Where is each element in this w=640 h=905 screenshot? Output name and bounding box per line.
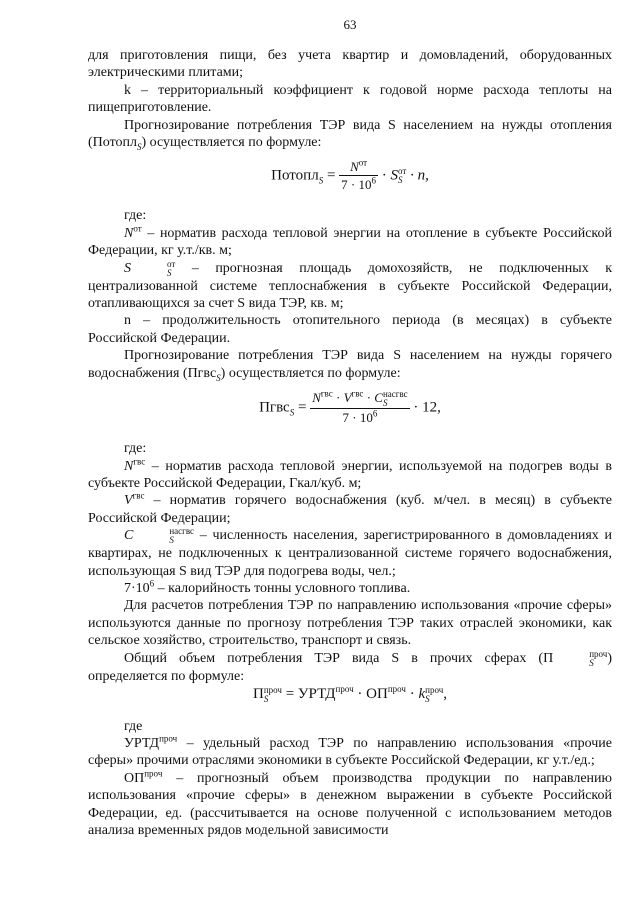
where-label-3: где <box>124 718 143 734</box>
page-content <box>88 47 612 839</box>
definition-c-nasgvs: C насгвс S – численность населения, зарегистрированного в домовладениях и квартирах, не подключенных к централизованной системе горячего водоснабжения, использующая S вид ТЭР для подогрева воды, чел.; <box>88 526 612 579</box>
definition-s-ot: S от S – прогнозная площадь домохозяйств, не подключенных к централизованной системе теплоснабжения в субъекте Российской Федерации, отапливающихся за счет S вида ТЭР, кв. м; <box>88 258 612 312</box>
paragraph-heating-intro: Прогнозирование потребления ТЭР вида S населением на нужды отопления (Потопл$_S$) осуществляется по формуле: <box>88 117 612 152</box>
paragraph-hot-water-intro: Прогнозирование потребления ТЭР вида S населением на нужды горячего водоснабжения (Пгвс$_S$) осуществляется по формуле: <box>88 348 612 383</box>
formula-other-spheres: П проч S = $УРТД^{проч} \cdot ОП^{проч} \cdot k$ проч S , <box>252 683 447 704</box>
definition-calorific: $7\cdot 10^6$ – калорийность тонны условного топлива. <box>124 578 411 596</box>
where-label-1: где: <box>124 208 147 224</box>
paragraph-k-definition: k – территориальный коэффициент к годовой норме расхода теплоты на пищеприготовление. <box>88 82 612 116</box>
definition-urtd: $УРТД^{проч}$ – удельный расход ТЭР по направлению использования «прочие сферы» прочими отраслями экономики в субъекте Российской Федерации, кг у.т./ед.; <box>88 733 612 769</box>
paragraph-other-spheres: Для расчетов потребления ТЭР по направлению использования «прочие сферы» используются данные по прогнозу потребления ТЭР таких отраслей экономики, как сельское хозяйство, строительство, транспорт и связь. <box>88 598 612 649</box>
definition-n-gvs: $N^{гвс}$ – норматив расхода тепловой энергии, используемой на подогрев воды в субъекте Российской Федерации, Гкал/куб. м; <box>88 455 612 491</box>
paragraph-other-total: Общий объем потребления ТЭР вида S в прочих сферах (П проч S ) определяется по формуле: <box>88 648 612 684</box>
definition-v-gvs: $V^{гвс}$ – норматив горячего водоснабжения (куб. м/чел. в месяц) в субъекте Российской Федерации; <box>88 490 612 526</box>
page-number: 63 <box>343 17 357 32</box>
definition-n-ot: $N^{от}$ – норматив расхода тепловой энергии на отопление в субъекте Российской Федерации, кг у.т./кв. м; <box>88 223 612 259</box>
definition-n-period: n – продолжительность отопительного периода (в месяцах) в субъекте Российской Федерации. <box>88 313 612 346</box>
where-label-2: где: <box>124 441 147 457</box>
formula-heating: Потопл$_S$ = $\frac{N^{от}}{7 \cdot 10^6}$ · S от S · n, <box>271 158 429 193</box>
formula-hot-water: Пгвс$_S$ = $N^{гвс} \cdot V^{гвс} \cdot C$ насгвс S $7 \cdot 10^6$ · 12, <box>259 388 441 426</box>
definition-op: $ОП^{проч}$ – прогнозный объем производства продукции по направлению использования «прочие сферы» в денежном выражении в субъекте Российской Федерации, ед. (рассчитывается на основе полученной с использованием методов анализа временных рядов модельной зависимости <box>88 768 612 838</box>
paragraph-continuation: для приготовления пищи, без учета квартир и домовладений, оборудованных электрическими плитами; <box>88 48 612 81</box>
